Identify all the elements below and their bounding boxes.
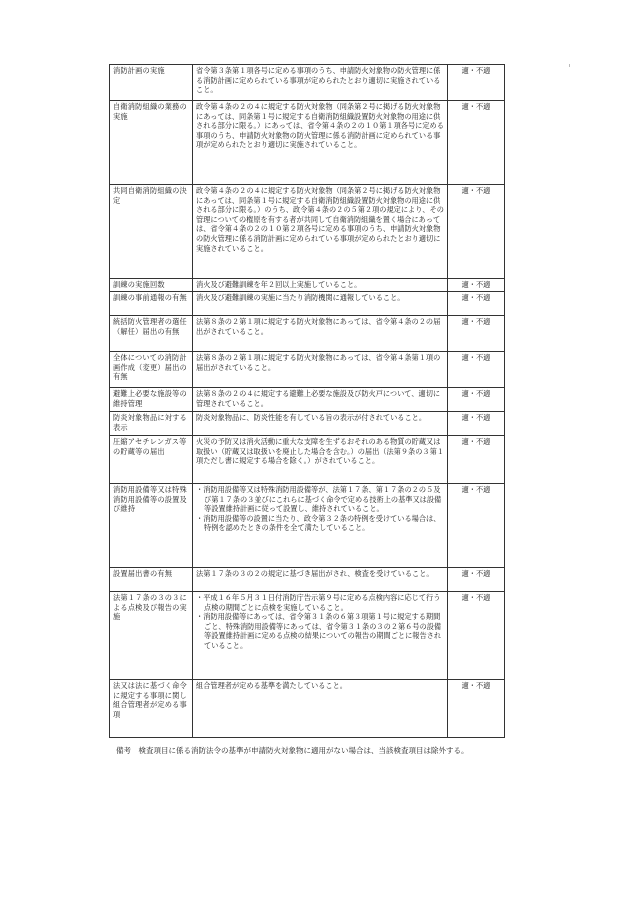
- item-cell: 法第１７条の３の３による点検及び報告の実施: [110, 592, 193, 680]
- table-row: [110, 316, 505, 352]
- footnote: 備考 検査項目に係る消防法令の基準が申請防火対象物に適用がない場合は、当該検査項目は除外する。: [116, 746, 469, 755]
- content-cell: 消火及び避難訓練の実施に当たり消防機関に通報していること。: [193, 292, 448, 316]
- bullet-item: ・平成１６年５月３１日付消防庁告示第９号に定める点検内容に応じて行う点検の期間ごとに点検を実施していること。: [196, 593, 441, 612]
- result-cell: 適・不適: [448, 352, 505, 388]
- content-cell: 法第１７条の３の２の規定に基づき届出がされ、検査を受けていること。: [193, 568, 448, 592]
- table-row: [110, 436, 505, 484]
- table-row: [110, 101, 505, 185]
- table-row: [110, 279, 505, 292]
- item-cell: 訓練の事前通報の有無: [110, 292, 193, 316]
- result-cell: 適・不適: [448, 101, 505, 185]
- result-cell: 適・不適: [448, 412, 505, 436]
- result-cell: 適・不適: [448, 279, 505, 292]
- table-row: [110, 352, 505, 388]
- content-cell: [193, 484, 448, 568]
- result-cell: 適・不適: [448, 316, 505, 352]
- result-cell: 適・不適: [448, 484, 505, 568]
- result-cell: 適・不適: [448, 292, 505, 316]
- content-cell: 火災の予防又は消火活動に重大な支障を生ずるおそれのある物質の貯蔵又は取扱い（貯蔵又は取扱いを廃止した場合を含む。）の届出（法第９条の３第１項ただし書に規定する場合を除く。）がされていること。: [193, 436, 448, 484]
- content-cell: 政令第４条の２の４に規定する防火対象物（同条第２号に掲げる防火対象物にあっては、同条第１号に規定する自衛消防組織設置防火対象物の用途に供される部分に限る。）のうち、政令第４条の２の５第２項の規定により、その管理についての権原を有する者が共同して自衛消防組織を置く場合にあっては、省令第４条の２の１０第２項各号に定める事項のうち、申請防火対象物の防火管理に係る消防計画に定められている事項が定められたとおり適切に実施されていること。: [193, 185, 448, 279]
- result-cell: 適・不適: [448, 185, 505, 279]
- table-row: [110, 292, 505, 316]
- item-cell: 圧縮アセチレンガス等の貯蔵等の届出: [110, 436, 193, 484]
- content-cell: 法第８条の２第１項に規定する防火対象物にあっては、省令第４条の２の届出がされていること。: [193, 316, 448, 352]
- content-cell: 組合管理者が定める基準を満たしていること。: [193, 680, 448, 738]
- content-cell: 法第８条の２の４に規定する避難上必要な施設及び防火戸について、適切に管理されていること。: [193, 388, 448, 412]
- bullet-item: ・消防用設備等にあっては、省令第３１条の６第３項第１号に規定する期間ごと、特殊消防用設備等にあっては、省令第３１条の３の２第６号の設備等設置維持計画に定める点検の結果についての報告の期間ごとに報告されていること。: [196, 612, 442, 650]
- item-cell: 統括防火管理者の選任（解任）届出の有無: [110, 316, 193, 352]
- item-cell: 共同自衛消防組織の決定: [110, 185, 193, 279]
- table-row: [110, 680, 505, 738]
- inspection-table: [109, 64, 505, 738]
- result-cell: 適・不適: [448, 680, 505, 738]
- table-row: [110, 484, 505, 568]
- bullet-list: [196, 485, 444, 533]
- table-row: [110, 592, 505, 680]
- table-row: [110, 388, 505, 412]
- result-cell: 適・不適: [448, 65, 505, 101]
- content-cell: 防炎対象物品に、防炎性能を有している旨の表示が付されていること。: [193, 412, 448, 436]
- result-cell: 適・不適: [448, 436, 505, 484]
- bullet-item: ・消防用設備等又は特殊消防用設備等が、法第１７条、第１７条の２の５及び第１７条の３並びにこれらに基づく命令で定める技術上の基準又は設備等設置維持計画に従って設置し、維持されていること。: [196, 485, 442, 514]
- table-row: [110, 412, 505, 436]
- table-row: [110, 185, 505, 279]
- table-row: [110, 568, 505, 592]
- table-row: [110, 65, 505, 101]
- item-cell: 避難上必要な施設等の維持管理: [110, 388, 193, 412]
- item-cell: 訓練の実施回数: [110, 279, 193, 292]
- content-cell: [193, 592, 448, 680]
- item-cell: 消防用設備等又は特殊消防用設備等の設置及び維持: [110, 484, 193, 568]
- content-cell: 省令第３条第１項各号に定める事項のうち、申請防火対象物の防火管理に係る消防計画に定められている事項が定められたとおり適切に実施されていること。: [193, 65, 448, 101]
- content-cell: 消火及び避難訓練を年２回以上実施していること。: [193, 279, 448, 292]
- item-cell: 防炎対象物品に対する表示: [110, 412, 193, 436]
- result-cell: 適・不適: [448, 568, 505, 592]
- item-cell: 法又は法に基づく命令に規定する事項に関し組合管理者が定める事項: [110, 680, 193, 738]
- content-cell: 政令第４条の２の４に規定する防火対象物（同条第２号に掲げる防火対象物にあっては、同条第１号に規定する自衛消防組織設置防火対象物の用途に供される部分に限る。）にあっては、省令第４条の２の１０第１項各号に定める事項のうち、申請防火対象物の防火管理に係る消防計画に定められている事項が定められたとおり適切に実施されていること。: [193, 101, 448, 185]
- item-cell: 設置届出書の有無: [110, 568, 193, 592]
- content-cell: 法第８条の２第１項に規定する防火対象物にあっては、省令第４条第１項の届出がされていること。: [193, 352, 448, 388]
- result-cell: 適・不適: [448, 388, 505, 412]
- margin-line: [569, 64, 570, 67]
- result-cell: 適・不適: [448, 592, 505, 680]
- item-cell: 自衛消防組織の業務の実施: [110, 101, 193, 185]
- item-cell: 全体についての消防計画作成（変更）届出の有無: [110, 352, 193, 388]
- item-cell: 消防計画の実施: [110, 65, 193, 101]
- bullet-item: ・消防用設備等の設置に当たり、政令第３２条の特例を受けている場合は、特例を認めたときの条件を全て満たしていること。: [196, 513, 441, 533]
- bullet-list: [196, 593, 444, 651]
